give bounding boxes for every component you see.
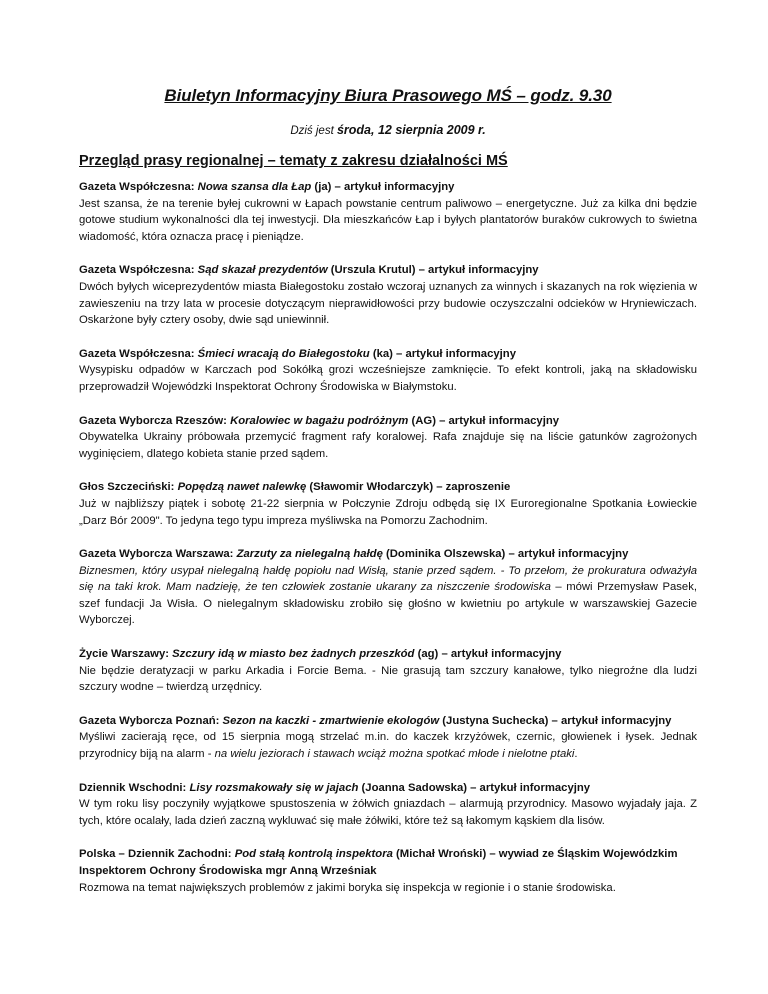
article-body-quote: na wielu jeziorach i stawach wciąż można spotkać młode i nielotne ptaki <box>214 748 575 761</box>
article <box>79 479 697 529</box>
article-heading <box>79 780 697 797</box>
article-body-text: Wysypisku odpadów w Karczach pod Sokółką grozi wcześniejsze zamknięcie. To efekt kontroli, jaką na składowisku przeprowadził Wojewódzki Inspektorat Ochrony Środowiska w Białymstoku. <box>79 364 697 393</box>
article-author: (Dominika Olszewska) <box>382 548 506 561</box>
article-body <box>79 196 697 246</box>
article-source: Gazeta Współczesna: <box>79 347 198 360</box>
article <box>79 713 697 763</box>
article <box>79 846 697 896</box>
article-heading <box>79 713 697 730</box>
article-body-end: . <box>574 748 578 761</box>
article-author: (Justyna Suchecka) <box>439 714 549 727</box>
article-type: – artykuł informacyjny <box>438 648 562 661</box>
article-heading <box>79 546 697 563</box>
article-source: Dziennik Wschodni: <box>79 781 190 794</box>
article-headline: Lisy rozsmakowały się w jajach <box>189 781 359 794</box>
article-heading <box>79 479 697 496</box>
article-heading <box>79 646 697 663</box>
article-heading <box>79 262 697 279</box>
date-line <box>79 123 697 137</box>
article-body <box>79 496 697 529</box>
article-heading <box>79 346 697 363</box>
article-type: – wywiad ze Śląskim Wojewódzkim Inspektorem Ochrony Środowiska mgr Anną Wrześniak <box>79 848 678 877</box>
article-body <box>79 663 697 696</box>
article <box>79 179 697 245</box>
article-type: – artykuł informacyjny <box>415 264 539 277</box>
article-source: Polska – Dziennik Zachodni: <box>79 848 235 861</box>
article-body-text: Myśliwi zacierają ręce, od 15 sierpnia mogą strzelać m.in. do kaczek krzyżówek, czernic, głowienek i łysek. Jednak przyrodnicy biją na alarm - <box>79 731 697 761</box>
article <box>79 780 697 830</box>
article-author: (Joanna Sadowska) <box>358 781 467 794</box>
date-value: środa, 12 sierpnia 2009 r. <box>336 123 486 137</box>
article-heading <box>79 179 697 196</box>
article-source: Gazeta Wyborcza Warszawa: <box>79 548 237 561</box>
article-body-text: Dwóch byłych wiceprezydentów miasta Białegostoku zostało wczoraj uznanych za winnych i skazanych na rok więzienia w zawieszeniu na trzy lata w procesie dotyczącym nieprawidłowości przy budowie oczyszczalni odcieków w Hryniewiczach. Oskarżone były cztery osoby, dwie sąd uniewinnił. <box>79 280 697 327</box>
article-type: – zaproszenie <box>433 481 511 494</box>
article-author: (Urszula Krutul) <box>327 264 416 277</box>
article-body-text: Nie będzie deratyzacji w parku Arkadia i Forcie Bema. - Nie grasują tam szczury kanałowe, tylko niegroźne dla ludzi szczury wodne – twierdzą urzędnicy. <box>79 664 697 694</box>
article-type: – artykuł informacyjny <box>331 181 455 193</box>
article-source: Gazeta Wyborcza Rzeszów: <box>79 414 231 427</box>
article-type: – artykuł informacyjny <box>392 347 516 360</box>
article-headline: Koralowiec w bagażu podróżnym <box>230 414 409 427</box>
article-body-quote: Biznesmen, który usypał nielegalną hałdę popiołu nad Wisłą, stanie przed sądem. - To przełom, że prokuratura odważyła się na taki krok. Mam nadzieję, że ten człowiek zostanie ukarany za niszczenie środowiska <box>79 564 697 594</box>
article-body-text: Rozmowa na temat największych problemów z jakimi boryka się inspekcja w regionie i o stanie środowiska. <box>79 881 616 894</box>
article-body <box>79 796 697 829</box>
article-headline: Sąd skazał prezydentów <box>197 264 328 277</box>
article-body-text: – mówi Przemysław Pasek, szef fundacji Ja Wisła. O nielegalnym składowisku zrobiło się głośno w kwietniu po artykule w warszawskiej Gazecie Wyborczej. <box>79 581 698 627</box>
article-body-text: Już w najbliższy piątek i sobotę 21-22 sierpnia w Połczynie Zdroju odbędą się IX Euroregionalne Spotkania Łowieckie „Darz Bór 2009". To jedyna tego typu impreza myśliwska na Pomorzu Zachodnim. <box>79 497 697 527</box>
article-heading <box>79 413 697 430</box>
article-source: Głos Szczeciński: <box>79 481 178 494</box>
article-body-text: Obywatelka Ukrainy próbowała przemycić fragment rafy koralowej. Rafa znajduje się na liście gatunków zagrożonych wyginięciem, dlatego kobieta stanie przed sądem. <box>79 431 697 460</box>
article-author: (ka) <box>369 347 393 360</box>
article-type: – artykuł informacyjny <box>505 548 629 561</box>
article-heading <box>79 846 697 879</box>
article-type: – artykuł informacyjny <box>435 414 560 427</box>
document-page <box>79 0 697 896</box>
article-headline: Szczury idą w miasto bez żadnych przeszkód <box>172 648 415 661</box>
article <box>79 646 697 696</box>
article-author: (Sławomir Włodarczyk) <box>306 481 434 494</box>
article-body <box>79 563 697 629</box>
article-source: Gazeta Współczesna: <box>79 181 198 193</box>
article-body <box>79 279 697 329</box>
article-source: Gazeta Wyborcza Poznań: <box>79 714 223 727</box>
article-body <box>79 362 697 395</box>
article <box>79 262 697 328</box>
article-body <box>79 429 697 462</box>
article <box>79 546 697 629</box>
article-body-text: W tym roku lisy poczyniły wyjątkowe spustoszenia w żółwich gniazdach – alarmują przyrodnicy. Masowo wyjadały jaja. Z tych, które ocalały, lada dzień zaczną wykluwać się małe żółwiki, które też są łakomym kąskiem dla lisów. <box>79 798 697 827</box>
article-body-text: Jest szansa, że na terenie byłej cukrowni w Łapach powstanie centrum paliwowo – energetyczne. Już za kilka dni będzie gotowe studium wykonalności dla tej inwestycji. Dla mieszkańców Łap i byłych plantatorów buraków cukrowych to świetna wiadomość, która oznacza pracę i pieniądze. <box>79 197 697 243</box>
article-headline: Zarzuty za nielegalną hałdę <box>236 548 383 561</box>
article <box>79 413 697 463</box>
article-author: (AG) <box>408 414 436 427</box>
article-headline: Śmieci wracają do Białegostoku <box>197 347 370 360</box>
article-headline: Nowa szansa dla Łap <box>197 181 312 193</box>
article-type: – artykuł informacyjny <box>467 781 591 794</box>
date-prefix: Dziś jest <box>290 125 337 137</box>
article-source: Życie Warszawy: <box>79 648 173 661</box>
article-source: Gazeta Współczesna: <box>79 264 198 277</box>
article-type: – artykuł informacyjny <box>548 714 672 727</box>
article-author: (ag) <box>414 648 439 661</box>
article <box>79 346 697 396</box>
article-headline: Sezon na kaczki - zmartwienie ekologów <box>222 714 440 727</box>
article-headline: Popędzą nawet nalewkę <box>177 481 307 494</box>
article-author: (ja) <box>311 181 332 193</box>
article-body <box>79 880 697 897</box>
article-body <box>79 729 697 762</box>
article-author: (Michał Wroński) <box>392 848 487 861</box>
article-headline: Pod stałą kontrolą inspektora <box>234 848 393 861</box>
section-heading: Przegląd prasy regionalnej – tematy z zakresu działalności MŚ <box>79 153 508 169</box>
document-title: Biuletyn Informacyjny Biura Prasowego MŚ – godz. 9.30 <box>164 86 612 105</box>
